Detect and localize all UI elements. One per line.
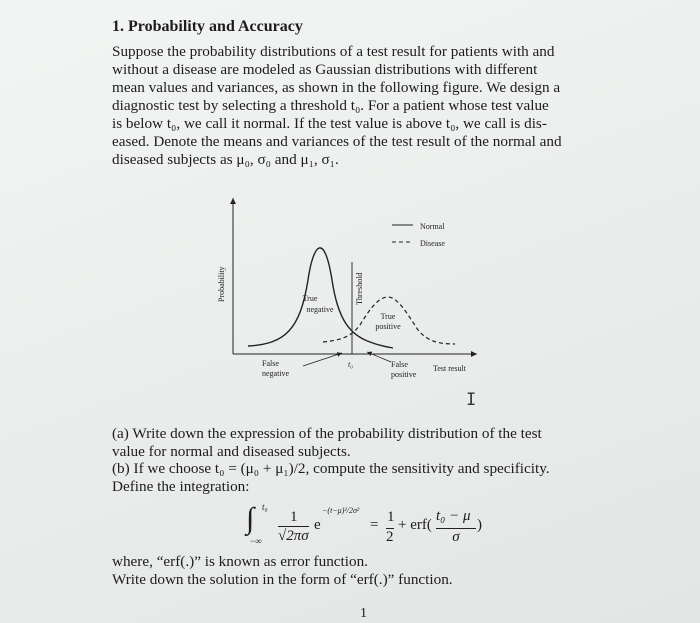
false-positive-label: False [391, 360, 408, 369]
equals-sign: = [370, 517, 379, 533]
exponential-e: e [314, 517, 321, 533]
false-positive-label: positive [391, 370, 417, 379]
closing-line: where, “erf(.)” is known as error function. [112, 553, 368, 570]
intro-line: is below t₀, we call it normal. If the test value is above t₀, we call is dis- [112, 115, 547, 132]
true-positive-label: True [380, 312, 396, 321]
t0-label: t₀ [348, 360, 354, 369]
close-paren: ) [477, 517, 482, 533]
distribution-figure [200, 190, 500, 390]
intro-line: without a disease are modeled as Gaussian distributions with different [112, 61, 538, 78]
legend-normal: Normal [420, 222, 445, 231]
intro-line: eased. Denote the means and variances of the test result of the normal and [112, 133, 562, 150]
fraction-numerator: 1 [290, 509, 298, 525]
question-line: value for normal and diseased subjects. [112, 443, 351, 460]
erf-denominator: σ [436, 528, 476, 546]
intro-line: mean values and variances, as shown in the following figure. We design a [112, 79, 561, 96]
true-positive-label: positive [375, 322, 401, 331]
true-negative-label: negative [306, 305, 334, 314]
fraction-denominator: √2πσ [278, 528, 309, 544]
section-title: 1. Probability and Accuracy [112, 18, 303, 35]
false-negative-arrow [303, 353, 342, 366]
lower-limit: −∞ [250, 536, 262, 546]
exponent: −(t−μ)²/2σ² [322, 506, 360, 515]
normal-curve [248, 248, 393, 348]
integral-formula [200, 498, 520, 554]
integral-sign: ∫ [246, 502, 255, 535]
intro-line: diseased subjects as μ₀, σ₀ and μ₁, σ₁. [112, 151, 339, 168]
erf-function: + erf( [398, 517, 432, 533]
closing-line: Write down the solution in the form of “erf(.)” function. [112, 571, 453, 588]
intro-line: Suppose the probability distributions of a test result for patients with and [112, 43, 555, 60]
half-numerator: 1 [387, 509, 395, 525]
erf-numerator: t₀ − μ [436, 508, 471, 524]
half-denominator: 2 [386, 529, 394, 545]
false-negative-label: negative [262, 369, 290, 378]
true-negative-label: True [302, 294, 318, 303]
text-cursor-icon: I [466, 390, 477, 410]
question-line: Define the integration: [112, 478, 250, 495]
intro-line: diagnostic test by selecting a threshold t₀. For a patient whose test value [112, 97, 549, 114]
upper-limit: t₀ [262, 502, 268, 512]
question-line: (a) Write down the expression of the probability distribution of the test [112, 425, 542, 442]
y-axis-label: Probability [217, 266, 226, 302]
legend-disease: Disease [420, 239, 445, 248]
page-number: 1 [360, 606, 367, 621]
threshold-label: Threshold [355, 272, 364, 305]
x-axis-label: Test result [433, 364, 466, 373]
question-line: (b) If we choose t₀ = (μ₀ + μ₁)/2, compute the sensitivity and specificity. [112, 460, 550, 477]
false-negative-label: False [262, 359, 279, 368]
